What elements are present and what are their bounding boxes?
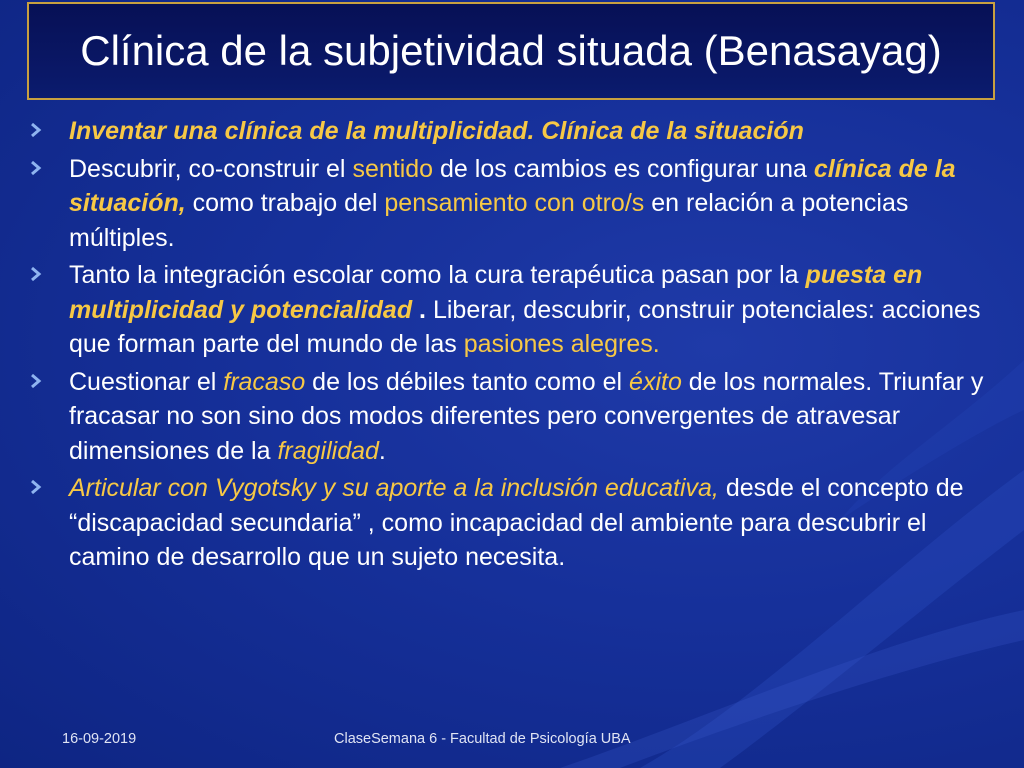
text-segment: sentido (352, 154, 434, 183)
text-segment: de los débiles tanto como el (305, 367, 630, 396)
text-segment: como trabajo del (185, 189, 385, 217)
text-segment: de los cambios es configurar una (433, 154, 814, 183)
bullet-item (30, 365, 998, 469)
bullet-text (69, 117, 804, 145)
text-segment: fracaso (223, 367, 306, 396)
text-segment: clínica de la situación, (69, 154, 956, 217)
bullet-text (69, 474, 964, 571)
text-segment: pasiones alegres. (463, 330, 660, 358)
text-segment: . (378, 436, 386, 465)
slide-title: Clínica de la subjetividad situada (Benasayag) (80, 27, 942, 74)
text-segment: en relación a potencias múltiples. (69, 189, 909, 252)
text-segment: de los normales. Triunfar y fracasar no son sino dos modos diferentes pero convergentes de atravesar dimensiones de la (69, 367, 984, 465)
text-segment: Tanto la integración escolar como la cura terapéutica pasan por la (69, 261, 806, 289)
chevron-right-icon (30, 369, 44, 393)
text-segment: . (412, 295, 433, 324)
text-segment: éxito (629, 367, 682, 396)
text-segment: puesta en multiplicidad y potencialidad (69, 261, 923, 324)
text-segment: fragilidad (277, 436, 379, 465)
bullet-text (69, 155, 956, 252)
title-box (27, 2, 995, 100)
bullet-item (30, 114, 998, 149)
chevron-right-icon (30, 475, 44, 499)
chevron-right-icon (30, 262, 44, 286)
chevron-right-icon (30, 156, 44, 180)
text-segment: Liberar, descubrir, construir potenciales: acciones que forman parte del mundo de las (69, 295, 981, 358)
bullet-list (30, 114, 998, 578)
footer-center: ClaseSemana 6 - Facultad de Psicología UBA (334, 731, 631, 747)
text-segment: Inventar una clínica de la multiplicidad. Clínica de la situación (69, 117, 804, 145)
text-segment: Cuestionar el (69, 367, 224, 396)
text-segment: Descubrir, co-construir el (69, 154, 353, 183)
bullet-item (30, 471, 998, 575)
text-segment: Articular con Vygotsky y su aporte a la inclusión educativa, (69, 474, 719, 502)
bullet-text (69, 261, 980, 358)
text-segment: desde el concepto de “discapacidad secundaria” , como incapacidad del ambiente para descubrir el camino de desarrollo que un sujeto necesita. (69, 474, 964, 571)
bullet-item (30, 152, 998, 256)
footer-date: 16-09-2019 (62, 731, 137, 747)
bullet-item (30, 258, 998, 362)
bullet-text (69, 368, 983, 465)
text-segment: pensamiento con otro/s (384, 189, 645, 217)
chevron-right-icon (30, 118, 44, 142)
